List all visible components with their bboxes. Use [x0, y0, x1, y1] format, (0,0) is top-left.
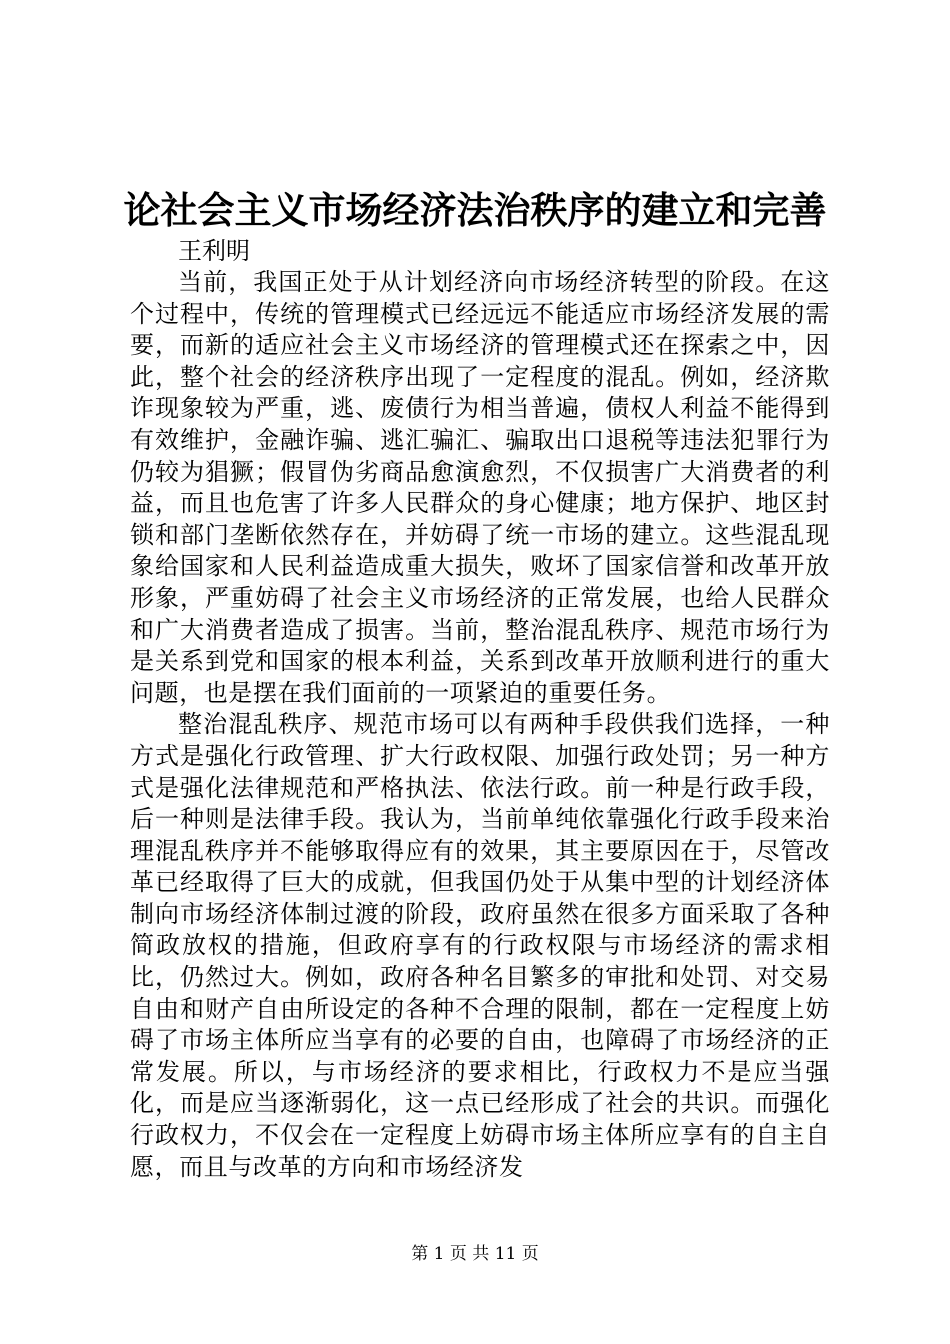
paragraph-2: 整治混乱秩序、规范市场可以有两种手段供我们选择，一种方式是强化行政管理、扩大行政权限、加强行政处罚；另一种方式是强化法律规范和严格执法、依法行政。前一种是行政手段，后一种则是法律手段。我认为，当前单纯依靠强化行政手段来治理混乱秩序并不能够取得应有的效果，其主要原因在于，尽管改革已经取得了巨大的成就，但我国仍处于从集中型的计划经济体制向市场经济体制过渡的阶段，政府虽然在很多方面采取了各种简政放权的措施，但政府享有的行政权限与市场经济的需求相比，仍然过大。例如，政府各种名目繁多的审批和处罚、对交易自由和财产自由所设定的各种不合理的限制，都在一定程度上妨碍了市场主体所应当享有的必要的自由，也障碍了市场经济的正常发展。所以，与市场经济的要求相比，行政权力不是应当强化，而是应当逐渐弱化，这一点已经形成了社会的共识。而强化行政权力，不仅会在一定程度上妨碍市场主体所应享有的自主自愿，而且与改革的方向和市场经济发 — [130, 710, 830, 1181]
page-footer: 第 1 页 共 11 页 — [411, 1244, 539, 1264]
author-name: 王利明 — [178, 237, 250, 265]
paragraph-1: 当前，我国正处于从计划经济向市场经济转型的阶段。在这个过程中，传统的管理模式已经远远不能适应市场经济发展的需要，而新的适应社会主义市场经济的管理模式还在探索之中，因此，整个社会的经济秩序出现了一定程度的混乱。例如，经济欺诈现象较为严重，逃、废债行为相当普遍，债权人利益不能得到有效维护，金融诈骗、逃汇骗汇、骗取出口退税等违法犯罪行为仍较为猖獗；假冒伪劣商品愈演愈烈，不仅损害广大消费者的利益，而且也危害了许多人民群众的身心健康；地方保护、地区封锁和部门垄断依然存在，并妨碍了统一市场的建立。这些混乱现象给国家和人民利益造成重大损失，败坏了国家信誉和改革开放形象，严重妨碍了社会主义市场经济的正常发展，也给人民群众和广大消费者造成了损害。当前，整治混乱秩序、规范市场行为是关系到党和国家的根本利益，关系到改革开放顺利进行的重大问题，也是摆在我们面前的一项紧迫的重要任务。 — [130, 268, 830, 707]
document-body — [130, 236, 830, 1183]
document-title: 论社会主义市场经济法治秩序的建立和完善 — [123, 188, 827, 232]
